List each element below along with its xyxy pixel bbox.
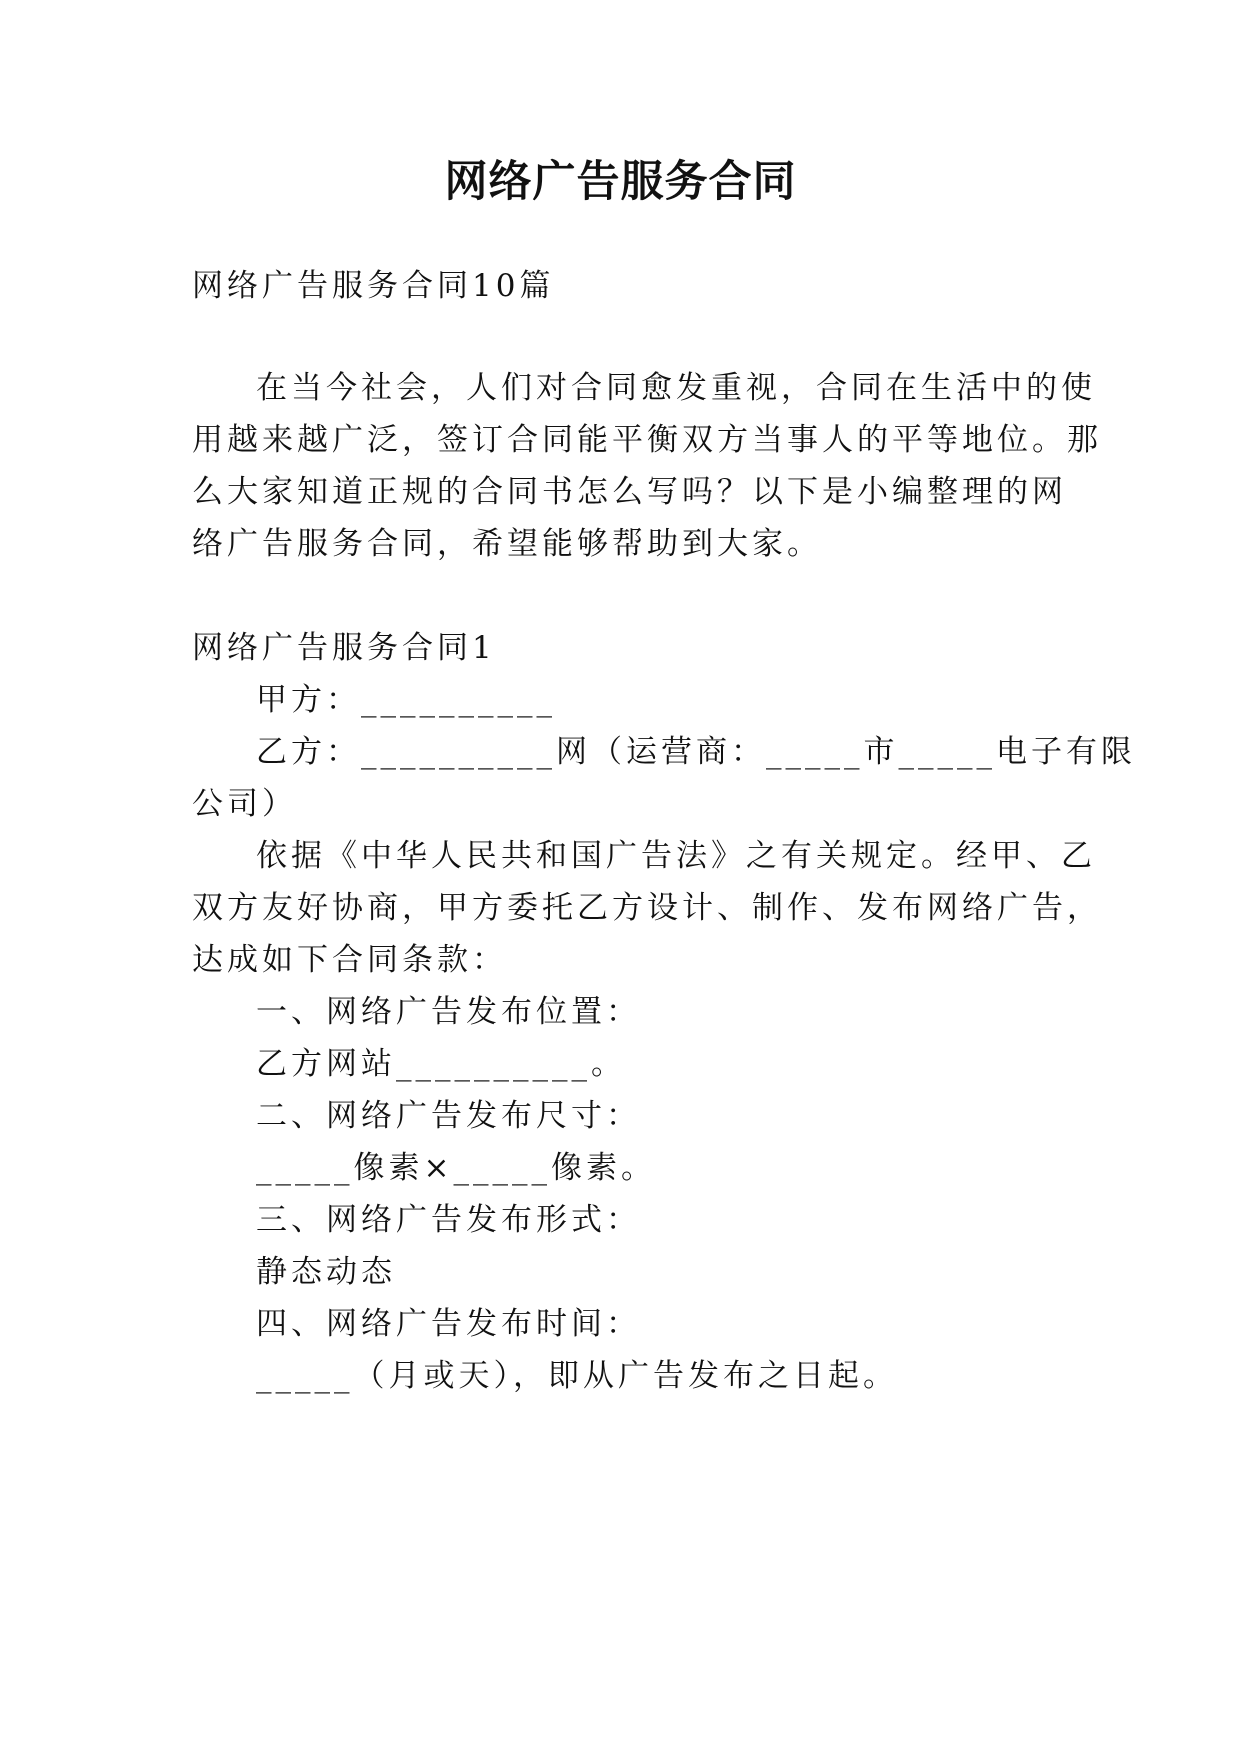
clause-line-4: _____像素×_____像素。 <box>256 1150 656 1186</box>
basis-line-3: 达成如下合同条款： <box>192 942 507 978</box>
document-subtitle: 网络广告服务合同10篇 <box>192 268 555 304</box>
clause-line-2: 乙方网站__________。 <box>256 1046 626 1082</box>
basis-line-2: 双方友好协商，甲方委托乙方设计、制作、发布网络广告， <box>192 890 1102 926</box>
basis-line-1: 依据《中华人民共和国广告法》之有关规定。经甲、乙 <box>256 838 1096 874</box>
intro-line-4: 络广告服务合同，希望能够帮助到大家。 <box>192 526 822 562</box>
clause-line-5: 三、网络广告发布形式： <box>256 1202 641 1238</box>
party-a-line: 甲方：__________ <box>256 682 556 718</box>
clause-line-3: 二、网络广告发布尺寸： <box>256 1098 641 1134</box>
intro-line-1: 在当今社会，人们对合同愈发重视，合同在生活中的使 <box>256 370 1096 406</box>
clause-line-1: 一、网络广告发布位置： <box>256 994 641 1030</box>
clause-line-6: 静态动态 <box>256 1254 396 1290</box>
party-b-line-2: 公司） <box>192 786 297 822</box>
section-heading: 网络广告服务合同1 <box>192 630 496 666</box>
clause-line-8: _____（月或天），即从广告发布之日起。 <box>256 1358 898 1394</box>
intro-line-2: 用越来越广泛，签订合同能平衡双方当事人的平等地位。那 <box>192 422 1102 458</box>
intro-line-3: 么大家知道正规的合同书怎么写吗？以下是小编整理的网 <box>192 474 1067 510</box>
party-b-line-1: 乙方：__________网（运营商：_____市_____电子有限 <box>256 734 1136 770</box>
document-title: 网络广告服务合同 <box>444 157 797 207</box>
clause-line-7: 四、网络广告发布时间： <box>256 1306 641 1342</box>
